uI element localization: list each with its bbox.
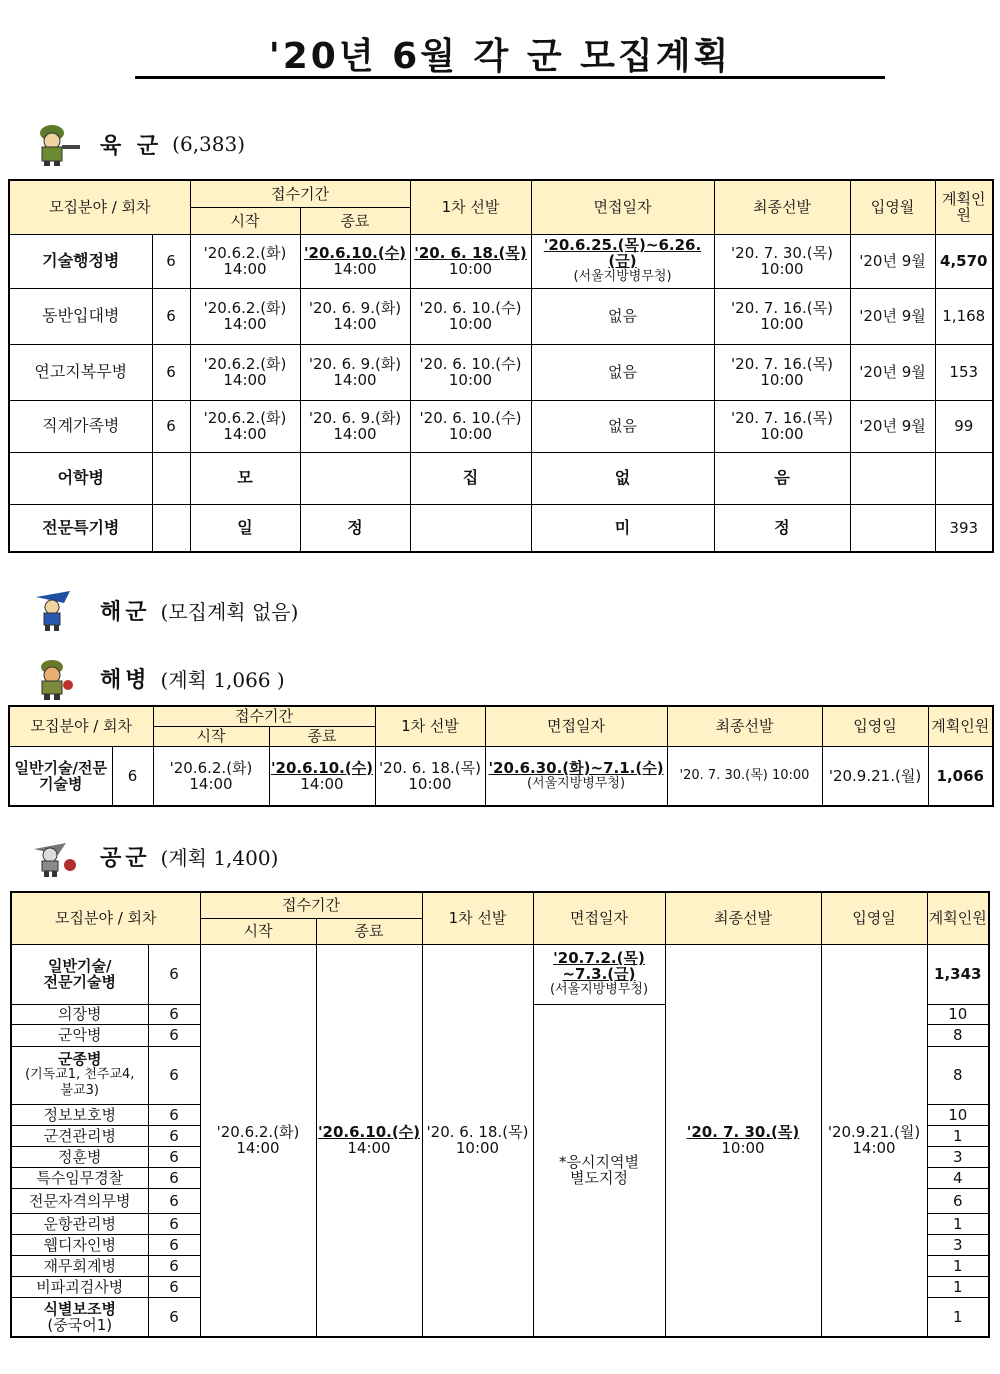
airforce-table xyxy=(10,891,990,1338)
army-row-round: 6 xyxy=(152,344,190,400)
marines-header-entry: 입영일 xyxy=(822,706,928,746)
army-row-interview: '20.6.25.(목)~6.26.(금) (서울지방병무청) xyxy=(531,234,714,288)
airforce-row-planned: 3 xyxy=(927,1234,989,1255)
marines-name: 해병 xyxy=(100,667,151,693)
airforce-header-start: 시작 xyxy=(200,918,316,944)
title-underline xyxy=(135,76,885,79)
army-row-end: '20.6.10.(수) 14:00 xyxy=(300,234,410,288)
army-row-first: '20. 6. 10.(수) 10:00 xyxy=(410,288,531,344)
airforce-row-name: 군견관리병 xyxy=(11,1125,148,1146)
army-header-first: 1차 선발 xyxy=(410,180,531,234)
army-row-planned: 4,570 xyxy=(935,234,993,288)
airforce-row-name: 비파괴검사병 xyxy=(11,1276,148,1297)
army-row-final: '20. 7. 30.(목) 10:00 xyxy=(714,234,850,288)
marines-row-final: '20. 7. 30.(목) 10:00 xyxy=(667,746,822,806)
army-name: 육 군 xyxy=(100,133,163,159)
army-row-name: 동반입대병 xyxy=(9,288,152,344)
airforce-header-entry: 입영일 xyxy=(821,892,927,944)
army-row-start: '20.6.2.(화) 14:00 xyxy=(190,234,300,288)
army-header-start: 시작 xyxy=(190,207,300,234)
airforce-row-round: 6 xyxy=(148,1104,200,1125)
marines-row-entry: '20.9.21.(월) xyxy=(822,746,928,806)
marines-mascot-icon xyxy=(30,655,84,701)
marines-row-end: '20.6.10.(수) 14:00 xyxy=(269,746,375,806)
marines-row-name: 일반기술/전문기술병 xyxy=(9,746,112,806)
army-row-interview: 없음 xyxy=(531,344,714,400)
army-row-end: '20. 6. 9.(화) 14:00 xyxy=(300,344,410,400)
airforce-interview-main: '20.7.2.(목) ~7.3.(금) (서울지방병무청) xyxy=(533,944,665,1004)
army-row-name: 연고지복무병 xyxy=(9,344,152,400)
army-section-header xyxy=(30,120,245,168)
army-header-final: 최종선발 xyxy=(714,180,850,234)
airforce-note: (계획 1,400) xyxy=(160,845,279,870)
airforce-row-planned: 8 xyxy=(927,1024,989,1046)
airforce-name: 공군 xyxy=(100,845,151,871)
navy-mascot-icon xyxy=(30,587,84,633)
airforce-row-round: 6 xyxy=(148,1146,200,1167)
army-special-planned: 393 xyxy=(935,504,993,552)
army-row-planned: 99 xyxy=(935,400,993,452)
army-header-interview: 면접일자 xyxy=(531,180,714,234)
airforce-header-planned: 계획인원 xyxy=(927,892,989,944)
army-row-planned: 153 xyxy=(935,344,993,400)
navy-name: 해군 xyxy=(100,599,151,625)
marines-table xyxy=(8,705,994,807)
army-special-c1: 일 xyxy=(190,504,300,552)
army-header-planned: 계획인원 xyxy=(935,180,993,234)
army-row-name: 기술행정병 xyxy=(9,234,152,288)
army-row-final: '20. 7. 16.(목) 10:00 xyxy=(714,344,850,400)
marines-header-end: 종료 xyxy=(269,726,375,746)
army-header-entry: 입영월 xyxy=(850,180,935,234)
airforce-row-planned: 10 xyxy=(927,1104,989,1125)
army-row-end: '20. 6. 9.(화) 14:00 xyxy=(300,288,410,344)
airforce-row-name: 군악병 xyxy=(11,1024,148,1046)
airforce-header-period: 접수기간 xyxy=(200,892,422,918)
army-table xyxy=(8,179,994,553)
army-row-start: '20.6.2.(화) 14:00 xyxy=(190,344,300,400)
airforce-row-name: 군종병 (기독교1, 천주교4, 불교3) xyxy=(11,1046,148,1104)
airforce-row-planned: 1 xyxy=(927,1255,989,1276)
army-row-final: '20. 7. 16.(목) 10:00 xyxy=(714,400,850,452)
airforce-section-header xyxy=(30,832,278,880)
airforce-row-planned: 1 xyxy=(927,1276,989,1297)
airforce-row-round: 6 xyxy=(148,1046,200,1104)
airforce-row-planned: 10 xyxy=(927,1004,989,1024)
army-header-period: 접수기간 xyxy=(190,180,410,207)
airforce-mascot-icon xyxy=(30,833,84,879)
airforce-row-name: 운항관리병 xyxy=(11,1213,148,1234)
airforce-header-final: 최종선발 xyxy=(665,892,821,944)
army-row-start: '20.6.2.(화) 14:00 xyxy=(190,400,300,452)
army-row-entry: '20년 9월 xyxy=(850,288,935,344)
army-lang-c3: 없 xyxy=(531,452,714,504)
airforce-entry: '20.9.21.(월) 14:00 xyxy=(821,944,927,1337)
army-row-planned: 1,168 xyxy=(935,288,993,344)
marines-row-first: '20. 6. 18.(목) 10:00 xyxy=(375,746,485,806)
army-row-entry: '20년 9월 xyxy=(850,344,935,400)
airforce-row-name: 웹디자인병 xyxy=(11,1234,148,1255)
army-special-c2: 정 xyxy=(300,504,410,552)
marines-row-planned: 1,066 xyxy=(928,746,993,806)
airforce-start: '20.6.2.(화) 14:00 xyxy=(200,944,316,1337)
airforce-row-round: 6 xyxy=(148,1276,200,1297)
airforce-interview-other: *응시지역별 별도지정 xyxy=(533,1004,665,1337)
airforce-row-planned: 6 xyxy=(927,1188,989,1213)
table-row xyxy=(9,504,993,552)
airforce-row-round: 6 xyxy=(148,944,200,1004)
table-row xyxy=(9,288,993,344)
marines-note: (계획 1,066 ) xyxy=(160,667,285,692)
army-row-round: 6 xyxy=(152,234,190,288)
army-lang-name: 어학병 xyxy=(9,452,152,504)
airforce-row-planned: 1 xyxy=(927,1213,989,1234)
marines-header-start: 시작 xyxy=(153,726,269,746)
army-row-interview: 없음 xyxy=(531,400,714,452)
army-header-end: 종료 xyxy=(300,207,410,234)
army-row-end: '20. 6. 9.(화) 14:00 xyxy=(300,400,410,452)
army-special-name: 전문특기병 xyxy=(9,504,152,552)
airforce-row-round: 6 xyxy=(148,1024,200,1046)
airforce-row-name: 정보보호병 xyxy=(11,1104,148,1125)
airforce-row-round: 6 xyxy=(148,1167,200,1188)
army-row-interview: 없음 xyxy=(531,288,714,344)
airforce-row-round: 6 xyxy=(148,1004,200,1024)
army-note: (6,383) xyxy=(172,132,246,156)
table-row xyxy=(9,234,993,288)
marines-header-field: 모집분야 / 회차 xyxy=(9,706,153,746)
army-row-start: '20.6.2.(화) 14:00 xyxy=(190,288,300,344)
airforce-header-interview: 면접일자 xyxy=(533,892,665,944)
army-special-c3: 미 xyxy=(531,504,714,552)
navy-section-header xyxy=(30,586,298,634)
army-lang-c2: 집 xyxy=(410,452,531,504)
navy-note: (모집계획 없음) xyxy=(160,599,299,624)
airforce-header-field: 모집분야 / 회차 xyxy=(11,892,200,944)
airforce-row-planned: 1 xyxy=(927,1125,989,1146)
table-row xyxy=(11,944,989,1004)
airforce-row-round: 6 xyxy=(148,1213,200,1234)
army-row-name: 직계가족병 xyxy=(9,400,152,452)
army-header-field: 모집분야 / 회차 xyxy=(9,180,190,234)
airforce-row-planned: 8 xyxy=(927,1046,989,1104)
marines-header-interview: 면접일자 xyxy=(485,706,667,746)
marines-header-final: 최종선발 xyxy=(667,706,822,746)
airforce-row-round: 6 xyxy=(148,1234,200,1255)
table-row xyxy=(9,400,993,452)
army-lang-c4: 음 xyxy=(714,452,850,504)
airforce-row-planned: 1,343 xyxy=(927,944,989,1004)
airforce-row-name: 일반기술/ 전문기술병 xyxy=(11,944,148,1004)
army-row-round: 6 xyxy=(152,288,190,344)
army-lang-c1: 모 xyxy=(190,452,300,504)
airforce-row-name: 특수임무경찰 xyxy=(11,1167,148,1188)
army-row-round: 6 xyxy=(152,400,190,452)
airforce-row-planned: 3 xyxy=(927,1146,989,1167)
airforce-final: '20. 7. 30.(목) 10:00 xyxy=(665,944,821,1337)
airforce-row-round: 6 xyxy=(148,1255,200,1276)
airforce-row-name: 식별보조병 (중국어1) xyxy=(11,1297,148,1337)
marines-header-first: 1차 선발 xyxy=(375,706,485,746)
marines-row-round: 6 xyxy=(112,746,153,806)
airforce-end: '20.6.10.(수) 14:00 xyxy=(316,944,422,1337)
airforce-row-name: 의장병 xyxy=(11,1004,148,1024)
airforce-header-end: 종료 xyxy=(316,918,422,944)
airforce-row-name: 전문자격의무병 xyxy=(11,1188,148,1213)
airforce-row-name: 재무회계병 xyxy=(11,1255,148,1276)
army-special-c4: 정 xyxy=(714,504,850,552)
airforce-row-round: 6 xyxy=(148,1188,200,1213)
army-row-entry: '20년 9월 xyxy=(850,234,935,288)
airforce-header-first: 1차 선발 xyxy=(422,892,533,944)
table-row xyxy=(9,344,993,400)
airforce-row-round: 6 xyxy=(148,1125,200,1146)
army-row-first: '20. 6. 18.(목) 10:00 xyxy=(410,234,531,288)
army-row-first: '20. 6. 10.(수) 10:00 xyxy=(410,344,531,400)
airforce-row-round: 6 xyxy=(148,1297,200,1337)
marines-section-header xyxy=(30,654,285,702)
page-title: '20년 6월 각 군 모집계획 xyxy=(268,36,732,77)
army-row-final: '20. 7. 16.(목) 10:00 xyxy=(714,288,850,344)
airforce-row-name: 정훈병 xyxy=(11,1146,148,1167)
table-row xyxy=(9,452,993,504)
marines-header-planned: 계획인원 xyxy=(928,706,993,746)
airforce-row-planned: 1 xyxy=(927,1297,989,1337)
airforce-row-planned: 4 xyxy=(927,1167,989,1188)
airforce-first: '20. 6. 18.(목) 10:00 xyxy=(422,944,533,1337)
army-mascot-icon xyxy=(30,121,84,167)
army-row-first: '20. 6. 10.(수) 10:00 xyxy=(410,400,531,452)
marines-header-period: 접수기간 xyxy=(153,706,375,726)
marines-row-interview: '20.6.30.(화)~7.1.(수) (서울지방병무청) xyxy=(485,746,667,806)
table-row xyxy=(9,746,993,806)
army-row-entry: '20년 9월 xyxy=(850,400,935,452)
marines-row-start: '20.6.2.(화) 14:00 xyxy=(153,746,269,806)
